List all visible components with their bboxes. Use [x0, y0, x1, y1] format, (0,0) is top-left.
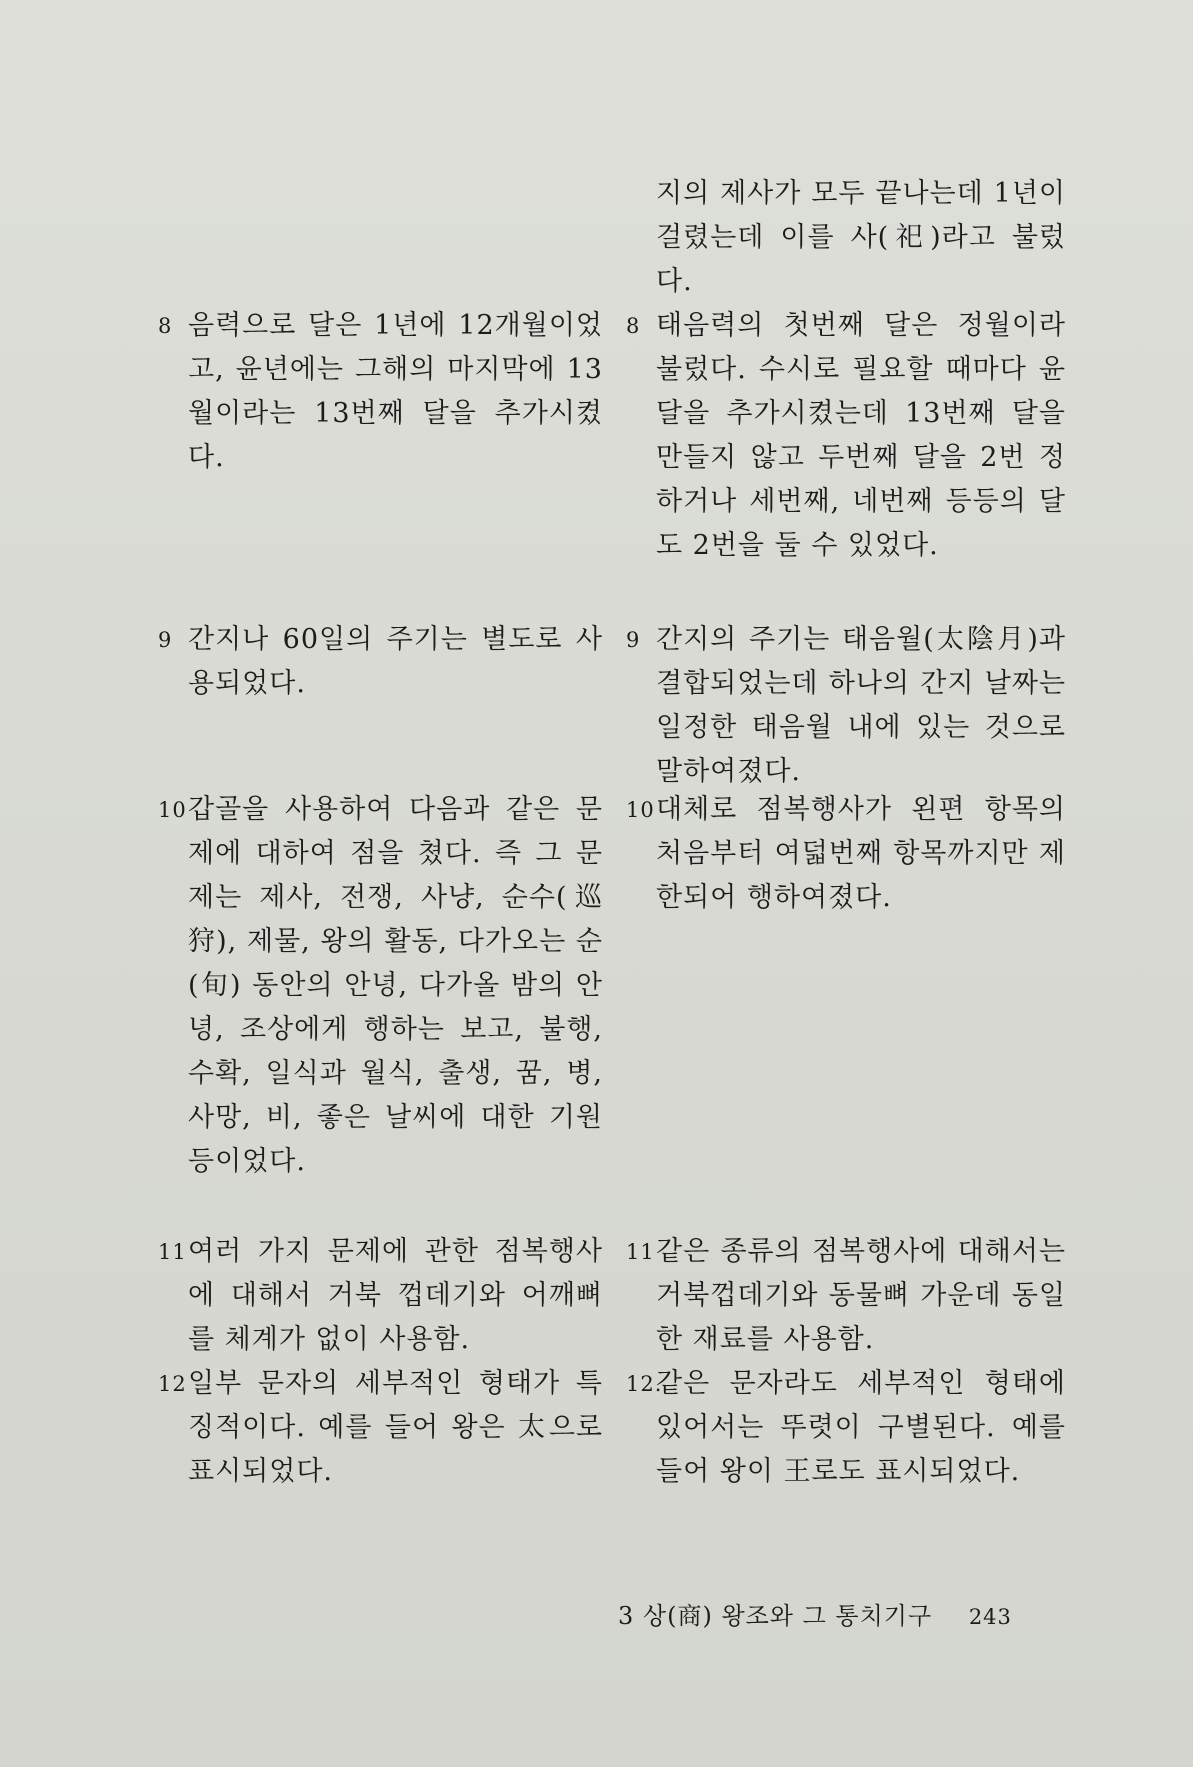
item-number: 11 [626, 1240, 655, 1264]
item-text: 갑골을 사용하여 다음과 같은 문제에 대하여 점을 쳤다. 즉 그 문제는 제사, 전쟁, 사냥, 순수(巡狩), 제물, 왕의 활동, 다가오는 순(旬) 동안의 안녕, 다가올 밤의 안녕, 조상에게 행하는 보고, 불행, 수확, 일식과 월식, 출생, 꿈, 병, 사망, 비, 좋은 날씨에 대한 기원 등이었다. [188, 794, 603, 1177]
item-number: 11 [158, 1240, 187, 1264]
left-item-12 [158, 1362, 603, 1494]
item-number: 9 [158, 628, 173, 652]
right-item-8 [626, 304, 1066, 568]
item-number: 12. [626, 1372, 663, 1396]
item-text: 같은 종류의 점복행사에 대해서는 거북껍데기와 동물뼈 가운데 동일한 재료를 사용함. [656, 1236, 1066, 1355]
right-item-12 [626, 1362, 1066, 1494]
item-text: 지의 제사가 모두 끝나는데 1년이 걸렸는데 이를 사(祀)라고 불렀다. [656, 178, 1066, 297]
item-number: 10 [158, 798, 187, 822]
item-text: 대체로 점복행사가 왼편 항목의 처음부터 여덟번째 항목까지만 제한되어 행하여졌다. [656, 794, 1066, 913]
item-text: 음력으로 달은 1년에 12개월이었고, 윤년에는 그해의 마지막에 13월이라는 13번째 달을 추가시켰다. [188, 310, 603, 473]
left-item-11 [158, 1230, 603, 1362]
item-number: 12 [158, 1372, 187, 1396]
right-item-11 [626, 1230, 1066, 1362]
item-text: 간지의 주기는 태음월(太陰月)과 결합되었는데 하나의 간지 날짜는 일정한 태음월 내에 있는 것으로 말하여졌다. [656, 624, 1066, 787]
left-item-8 [158, 304, 603, 480]
item-text: 태음력의 첫번째 달은 정월이라 불렀다. 수시로 필요할 때마다 윤달을 추가시켰는데 13번째 달을 만들지 않고 두번째 달을 2번 정하거나 세번째, 네번째 등등의 달도 2번을 둘 수 있었다. [656, 310, 1066, 561]
item-text: 일부 문자의 세부적인 형태가 특징적이다. 예를 들어 왕은 太으로 표시되었다. [188, 1368, 603, 1487]
item-text: 여러 가지 문제에 관한 점복행사에 대해서 거북 껍데기와 어깨뼈를 체계가 없이 사용함. [188, 1236, 603, 1355]
item-number: 8 [158, 314, 173, 338]
right-item-9 [626, 618, 1066, 794]
left-item-9 [158, 618, 603, 706]
item-number: 10 [626, 798, 655, 822]
left-item-10 [158, 788, 603, 1184]
right-item-10 [626, 788, 1066, 920]
item-number: 9 [626, 628, 641, 652]
item-text: 같은 문자라도 세부적인 형태에 있어서는 뚜렷이 구별된다. 예를 들어 왕이 王로도 표시되었다. [656, 1368, 1066, 1487]
item-text: 간지나 60일의 주기는 별도로 사용되었다. [188, 624, 603, 699]
right-item-7-continued [626, 172, 1066, 304]
running-footer [618, 1596, 1012, 1631]
chapter-title: 3 상(商) 왕조와 그 통치기구 [618, 1602, 933, 1630]
page-number: 243 [968, 1605, 1012, 1629]
item-number: 8 [626, 314, 641, 338]
